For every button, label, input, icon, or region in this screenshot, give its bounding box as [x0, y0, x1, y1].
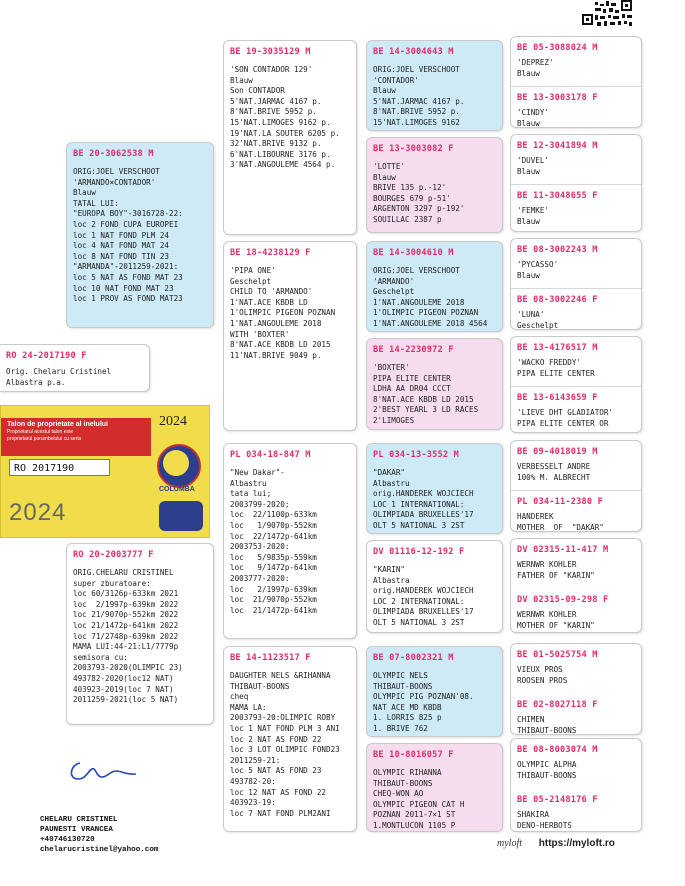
ancestor-pair-card [510, 238, 642, 330]
ring-number: DV 02315-09-298 F [517, 595, 609, 606]
grandparent-card [223, 443, 357, 639]
ring-number: BE 18-4238129 F [230, 248, 311, 258]
pigeon-details: 'SON CONTADOR 129' Blauw Son CONTADOR 5'NAT.JARMAC 4167 p. 8'NAT.BRIVE 5952 p. 15'NAT.LIMOGES 9162 p. 19'NAT.LA SOUTER 6205 p. 32'NAT.BRIVE 9132 p. 6'NAT.LIBOURNE 3176 p. 3'NAT.ANGOULEME 4564 p. [230, 65, 340, 170]
ring-number: BE 08-3002246 F [517, 295, 598, 306]
pigeon-details: 'WACKO FREDDY' PIPA ELITE CENTER [517, 358, 595, 378]
ring-number: BE 11-3048655 F [517, 191, 598, 202]
great-grandparent-card [366, 743, 503, 832]
pigeon-details: 'BOXTER' PIPA ELITE CENTER LDHA AA DR04 CCCT 8'NAT.ACE KBDB LD 2015 2'BEST YEARL 3 LD RACES 2'LIMOGES [373, 363, 479, 425]
pigeon-details: OLYMPIC NELS THIBAUT-BOONS OLYMPIC PIG POZNAN'08. NAT ACE MD KBDB 1. LORRIS 825 p 1. BRIVE 762 [373, 671, 474, 733]
great-grandparent-card [366, 40, 503, 131]
talon-ring-number: RO 2017190 [9, 459, 110, 476]
grandparent-card [223, 646, 357, 832]
ancestor-pair-card [510, 336, 642, 433]
ring-number: BE 13-3003082 F [373, 144, 454, 154]
grandparent-card [223, 241, 357, 431]
dam-card [66, 543, 214, 725]
pigeon-details: "KARIN" Albastra orig.HANDEREK WOJCIECH LOC 2 INTERNATIONAL: OLIMPIADA BRUXELLES'17 OLT 5 NATIONAL 3 2ST [373, 565, 474, 627]
ring-ownership-talon [0, 405, 210, 538]
ring-number: BE 02-8027118 F [517, 700, 598, 711]
pigeon-details: SHAKIRA DENO-HERBOTS [517, 810, 572, 830]
pigeon-details: Orig. Chelaru Cristinel Albastra p.a. [6, 367, 112, 387]
pigeon-details: HANDEREK MOTHER OF "DAKAR" [517, 512, 604, 532]
ancestor-pair-card [510, 134, 642, 232]
great-grandparent-card [366, 443, 503, 534]
pigeon-details: WERNWR KOHLER MOTHER OF "KARIN" [517, 610, 595, 630]
ring-number: BE 20-3062538 M [73, 149, 154, 159]
pigeon-details: "DAKAR" Albastru orig.HANDEREK WOJCIECH LOC 1 INTERNATIONAL: OLIMPIADA BRUXELLES'17 OLT 5 NATIONAL 3 2ST [373, 468, 474, 530]
pigeon-details: 'PYCASSO' Blauw [517, 260, 559, 280]
footer-brand [497, 838, 615, 849]
myloft-logo: myloft [497, 838, 522, 849]
separator [511, 693, 641, 694]
separator [511, 86, 641, 87]
talon-header [1, 418, 151, 456]
pigeon-details: WERNWR KOHLER FATHER OF "KARIN" [517, 560, 595, 580]
pigeon-details: 'LOTTE' Blauw BRIVE 135 p.-12' BOURGES 679 p-51' ARGENTON 3297 p-192' SOUILLAC 2387 p [373, 162, 465, 224]
myloft-url[interactable]: https://myloft.ro [538, 838, 615, 849]
pigeon-details: 'DEPREZ' Blauw [517, 58, 554, 78]
ring-number: DV 02315-11-417 M [517, 545, 609, 555]
pigeon-details: ORIG:JOEL VERSCHOOT 'CONTADOR' Blauw 5'NAT.JARMAC 4167 p. 8'NAT.BRIVE 5952 p. 15'NAT.LIMOGES 9162 [373, 65, 465, 127]
pigeon-details: OLYMPIC ALPHA THIBAUT-BOONS [517, 760, 577, 780]
grandparent-card [223, 40, 357, 235]
ring-number: BE 08-3002243 M [517, 245, 598, 255]
pigeon-details: 'LUNA' Geschelpt [517, 310, 559, 330]
pigeon-details: DAUGHTER NELS &RIHANNA THIBAUT-BOONS cheq MAMA LA: 2003793-20:OLIMPIC ROBY loc 1 NAT FOND PLM 3 ANI loc 2 NAT AS FOND 22 loc 3 LOT OLIMPIC FOND23 2011259-21: loc 5 NAT AS FOND 23 493782-20: loc 12 NAT AS FOND 22 403923-19: loc 7 NAT FOND PLM2ANI [230, 671, 340, 818]
great-grandparent-card [366, 338, 503, 430]
ring-number: RO 20-2003777 F [73, 550, 154, 560]
ring-number: DV 01116-12-192 F [373, 547, 465, 557]
talon-brand: COLUMBA [159, 486, 195, 493]
flag-emblem-icon [159, 501, 203, 531]
talon-subtitle-1: Proprietarul acestui talon este [7, 429, 74, 435]
ancestor-pair-card [510, 538, 642, 633]
ring-number: BE 12-3041894 M [517, 141, 598, 151]
ring-number: BE 07-8002321 M [373, 653, 454, 663]
pigeon-details: "New Dakar"- Albastru tata lui; 2003799-2020; loc 22/1100p-633km loc 1/9070p-552km loc 22/1472p-641km 2003753-2020: loc 5/9835p-559km loc 9/1472p-641km 2003777-2020: loc 2/1997p-639km loc 21/9070p-552km loc 21/1472p-641km [230, 468, 317, 615]
pigeon-details: 'LIEVE DHT GLADIATOR' PIPA ELITE CENTER OR [517, 408, 614, 428]
signature-icon [66, 755, 146, 785]
ancestor-pair-card [510, 643, 642, 735]
pigeon-details: 'FEMKE' Blauw [517, 206, 550, 226]
great-grandparent-card [366, 241, 503, 332]
talon-year-top: 2024 [159, 414, 187, 429]
great-grandparent-card [366, 646, 503, 737]
pigeon-details: OLYMPIC RIHANNA THIBAUT-BOONS CHEQ-WON AO OLYMPIC PIGEON CAT H POZNAN 2011-7×1 ST 1.MONTLUCON 1105 P [373, 768, 465, 830]
ring-number: BE 13-3003178 F [517, 93, 598, 104]
ring-number: BE 08-8003074 M [517, 745, 598, 755]
pigeon-details: 'DUVEL' Blauw [517, 156, 550, 176]
ring-number: BE 05-3088024 M [517, 43, 598, 53]
ancestor-pair-card [510, 738, 642, 832]
pigeon-details: CHIMEN THIBAUT-BOONS [517, 715, 577, 735]
ring-number: BE 14-1123517 F [230, 653, 311, 663]
ring-number: BE 14-2230972 F [373, 345, 454, 355]
pigeon-details: ORIG.CHELARU CRISTINEL super zburatoare: loc 60/3126p-633km 2021 loc 2/1997p-639km 2022 loc 21/9070p-552km 2022 loc 21/1472p-641km 2022 loc 71/2748p-639km 2022 MAMA LUI:44-21:L1/7779p semisora cu: 2003793-2020(OLIMPIC 23) 493782-2020(loc12 NAT) 403923-2019(loc 7 NAT) 2011259-2021(loc 5 NAT) [73, 568, 183, 705]
separator [511, 184, 641, 185]
separator [511, 386, 641, 387]
great-grandparent-card [366, 540, 503, 633]
main-pigeon-card [66, 142, 214, 328]
separator [511, 288, 641, 289]
separator [511, 588, 641, 589]
ring-number: PL 034-11-2380 F [517, 497, 603, 508]
qr-code [581, 0, 633, 28]
ring-number: BE 14-3004610 M [373, 248, 454, 258]
ancestor-pair-card [510, 36, 642, 128]
great-grandparent-card [366, 137, 503, 233]
ring-number: BE 01-5025754 M [517, 650, 598, 660]
ring-number: PL 034-18-847 M [230, 450, 311, 460]
owner-contact: CHELARU CRISTINEL PAUNESTI VRANCEA +40746130720 chelarucristinel@yahoo.com [40, 816, 159, 854]
ring-number: BE 19-3035129 M [230, 47, 311, 57]
ring-number: PL 034-13-3552 M [373, 450, 459, 460]
pigeon-details: VIEUX PROS ROOSEN PROS [517, 665, 568, 685]
ring-number: BE 05-2148176 F [517, 795, 598, 806]
pigeon-emblem-icon [163, 450, 189, 476]
separator [511, 490, 641, 491]
ancestor-pair-card [510, 440, 642, 532]
talon-year-bottom: 2024 [9, 499, 67, 526]
talon-subtitle-2: proprietarul porumbelului cu seria [7, 436, 82, 442]
ring-number: RO 24-2017190 F [6, 351, 87, 361]
talon-title: Talon de proprietate al inelului [7, 421, 108, 428]
ring-number: BE 10-8016057 F [373, 750, 454, 760]
ring-number: BE 13-4176517 M [517, 343, 598, 353]
ring-number: BE 09-4018019 M [517, 447, 598, 457]
pigeon-details: ORIG:JOEL VERSCHOOT 'ARMANDO×CONTADOR' Blauw TATAL LUI: "EUROPA BOY"-3016728-22: loc 2 FOND CUPA EUROPEI loc 1 NAT FOND PLM 24 loc 4 NAT FOND MAT 24 loc 8 NAT FOND TIN 23 "ARMANDA"-2011259-2021: loc 5 NAT AS FOND MAT 23 loc 10 NAT FOND MAT 23 loc 1 PROV AS FOND MAT23 [73, 167, 183, 304]
pigeon-details: VERBESSELT ANDRE 100% M. ALBRECHT [517, 462, 591, 482]
separator [511, 788, 641, 789]
ring-number: BE 13-6143659 F [517, 393, 598, 404]
owner-dam-label [0, 344, 150, 392]
pigeon-details: 'CINDY' Blauw [517, 108, 550, 128]
pigeon-details: ORIG:JOEL VERSCHOOT 'ARMANDO' Geschelpt 1'NAT.ANGOULEME 2018 1'OLIMPIC PIGEON POZNAN 1'NAT.ANGOULEME 2018 4564 [373, 266, 488, 328]
pigeon-details: 'PIPA ONE' Geschelpt CHILD TO 'ARMANDO' 1'NAT.ACE KBDB LD 1'OLIMPIC PIGEON POZNAN 1'NAT.ANGOULEME 2018 WITH 'BOXTER' 8'NAT.ACE KBDB LD 2015 11'NAT.BRIVE 9049 p. [230, 266, 336, 360]
ring-number: BE 14-3004643 M [373, 47, 454, 57]
